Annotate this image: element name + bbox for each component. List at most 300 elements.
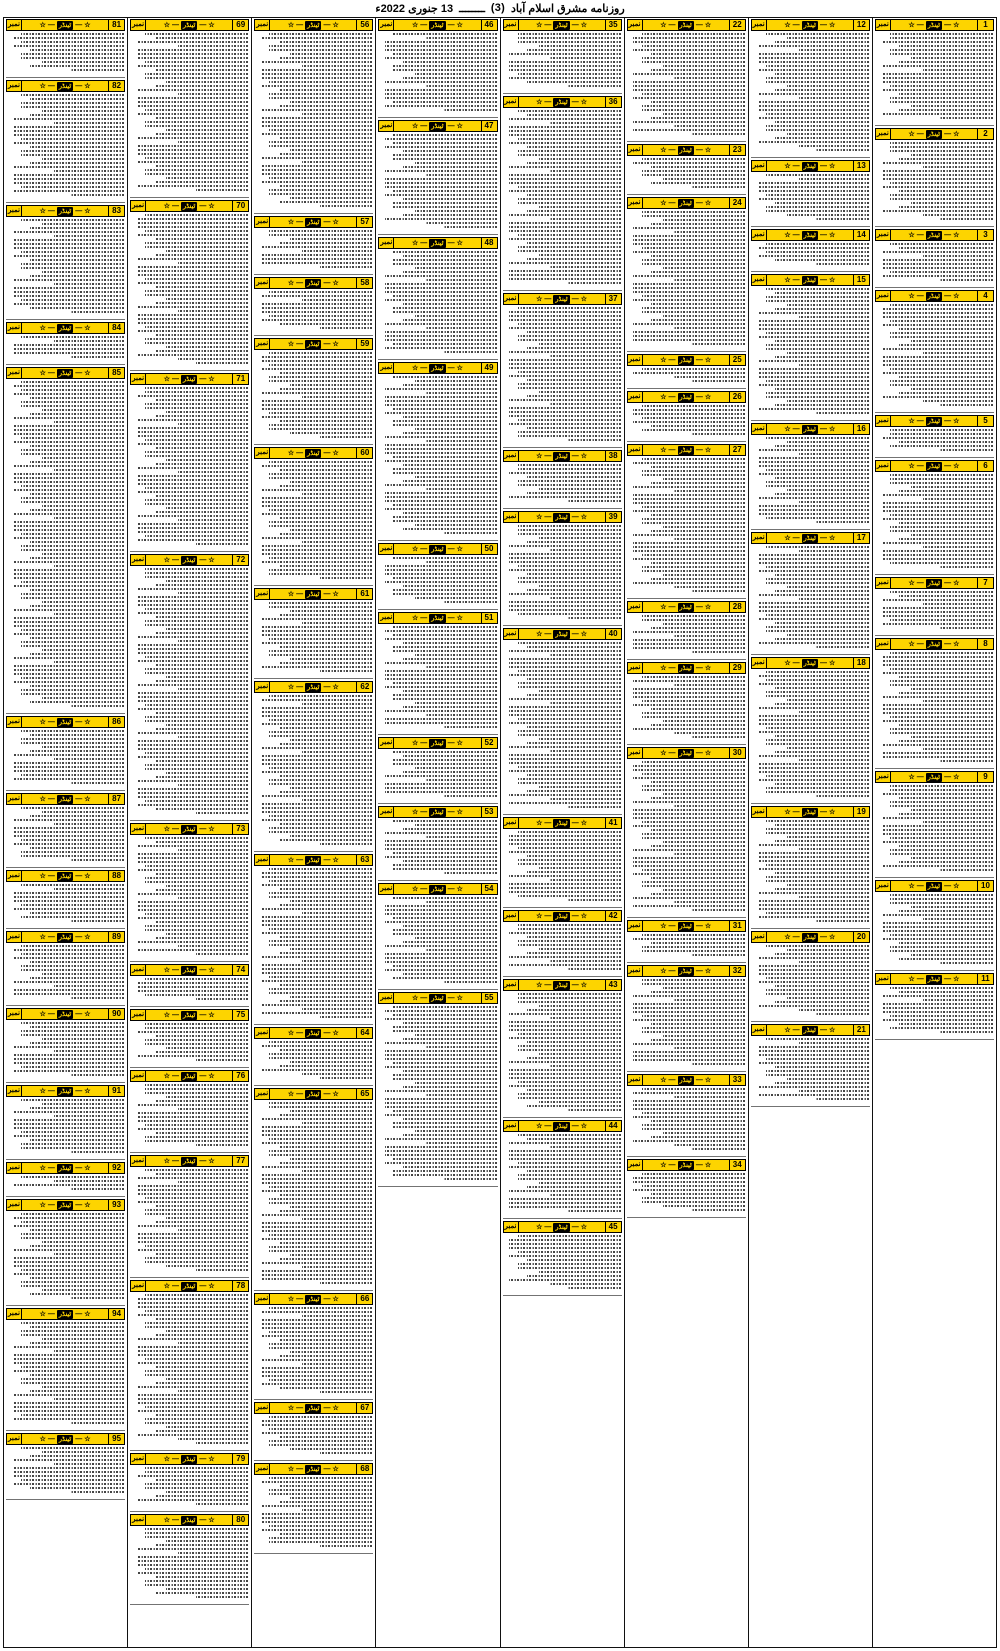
text-line <box>426 327 496 329</box>
text-line <box>799 896 869 898</box>
text-line <box>882 599 993 601</box>
ad-header[interactable] <box>503 450 622 462</box>
text-line <box>137 185 248 187</box>
text-line <box>758 767 869 769</box>
ad-header[interactable] <box>378 737 497 749</box>
ad-header[interactable] <box>378 362 497 374</box>
ad-block[interactable] <box>751 931 870 1022</box>
ad-block[interactable] <box>254 588 373 679</box>
ad-header[interactable] <box>751 657 870 669</box>
ad-block[interactable] <box>130 1070 249 1153</box>
text-line <box>509 557 620 559</box>
star-icon: ☆ <box>704 199 712 207</box>
ad-header[interactable] <box>503 293 622 305</box>
ad-block[interactable] <box>130 1514 249 1605</box>
ad-header[interactable] <box>378 992 497 1004</box>
text-line <box>633 639 744 641</box>
ad-block[interactable] <box>6 870 125 929</box>
ad-header[interactable] <box>751 931 870 943</box>
text-line <box>642 417 745 419</box>
ad-header[interactable] <box>6 931 125 943</box>
text-line <box>30 397 124 399</box>
dash-glyph: — <box>668 199 676 207</box>
text-line <box>13 835 124 837</box>
ad-block[interactable] <box>751 19 870 158</box>
ad-block[interactable] <box>130 1280 249 1451</box>
ad-title <box>643 966 729 976</box>
star-icon: ☆ <box>412 122 419 130</box>
ad-block[interactable] <box>378 883 497 990</box>
ad-number: 35 <box>605 20 621 30</box>
ad-block[interactable] <box>875 19 994 126</box>
text-line <box>166 1047 248 1049</box>
ad-block[interactable] <box>378 737 497 804</box>
ad-block[interactable] <box>503 293 622 448</box>
ad-header[interactable] <box>503 1221 622 1233</box>
ad-header[interactable] <box>6 80 125 92</box>
ad-header[interactable] <box>130 1514 249 1526</box>
ad-block[interactable] <box>6 1008 125 1083</box>
ad-block[interactable] <box>875 638 994 769</box>
ad-block[interactable] <box>378 612 497 735</box>
ad-title <box>643 355 729 365</box>
text-line <box>426 714 496 716</box>
ad-block[interactable] <box>378 992 497 1187</box>
text-line <box>385 1154 496 1156</box>
ad-header[interactable] <box>627 662 746 674</box>
ad-header[interactable] <box>6 716 125 728</box>
ad-block[interactable] <box>503 910 622 977</box>
ad-header[interactable] <box>627 1074 746 1086</box>
ad-header[interactable] <box>254 1293 373 1305</box>
text-line <box>30 1107 124 1109</box>
ad-header[interactable] <box>503 979 622 991</box>
ad-block[interactable] <box>254 447 373 586</box>
text-line <box>882 89 993 91</box>
ad-block[interactable] <box>875 880 994 971</box>
ad-block[interactable] <box>627 601 746 660</box>
text-line <box>145 391 248 393</box>
ad-block[interactable] <box>254 19 373 214</box>
text-line <box>21 453 124 455</box>
ad-header[interactable] <box>378 883 497 895</box>
text-line <box>642 712 745 714</box>
ad-block[interactable] <box>130 19 249 198</box>
ad-block[interactable] <box>627 144 746 195</box>
text-line <box>13 1467 124 1469</box>
text-line <box>178 1390 248 1392</box>
text-line <box>758 53 869 55</box>
ad-header[interactable] <box>6 1199 125 1211</box>
text-line <box>674 684 744 686</box>
ad-header[interactable] <box>6 322 125 334</box>
ad-header[interactable] <box>627 197 746 209</box>
star-icon: ☆ <box>456 739 463 747</box>
text-line <box>302 1218 372 1220</box>
ad-block[interactable] <box>6 1085 125 1160</box>
ad-header[interactable] <box>378 19 497 31</box>
text-line <box>890 728 993 730</box>
ad-block[interactable] <box>627 920 746 963</box>
ad-header[interactable] <box>378 612 497 624</box>
ad-header[interactable] <box>254 588 373 600</box>
ad-number: 1 <box>977 20 993 30</box>
ad-block[interactable] <box>627 197 746 352</box>
ad-header[interactable] <box>378 120 497 132</box>
text-line <box>518 577 621 579</box>
ad-header[interactable] <box>6 1308 125 1320</box>
ad-block[interactable] <box>254 854 373 1025</box>
ad-block[interactable] <box>6 1308 125 1431</box>
ad-header[interactable] <box>627 391 746 403</box>
ad-block[interactable] <box>6 793 125 868</box>
ad-header[interactable] <box>751 806 870 818</box>
ad-tail-label: نمبر <box>752 533 767 543</box>
ad-block[interactable] <box>503 511 622 626</box>
ad-block[interactable] <box>378 19 497 118</box>
ad-header[interactable] <box>751 532 870 544</box>
dash-glyph: — <box>695 21 703 29</box>
ad-block[interactable] <box>503 1221 622 1296</box>
text-line <box>509 1279 620 1281</box>
ad-block[interactable] <box>254 1027 373 1086</box>
text-line <box>633 680 744 682</box>
ad-number: 3 <box>977 230 993 240</box>
text-line <box>766 296 869 298</box>
ad-block[interactable] <box>503 1120 622 1219</box>
text-line <box>882 712 993 714</box>
ad-header[interactable] <box>627 444 746 456</box>
ad-header[interactable] <box>627 965 746 977</box>
dash-glyph: — <box>819 933 827 941</box>
ad-header[interactable] <box>254 1402 373 1414</box>
text-line <box>30 605 124 607</box>
text-line <box>940 117 993 119</box>
ad-block[interactable] <box>130 200 249 371</box>
ad-block[interactable] <box>6 931 125 1006</box>
text-line <box>385 400 496 402</box>
ad-title <box>767 424 853 434</box>
ad-separator <box>627 659 746 660</box>
text-line <box>290 238 372 240</box>
ad-block[interactable] <box>6 205 125 320</box>
ad-block[interactable] <box>6 80 125 203</box>
dash-glyph: — <box>916 579 924 587</box>
star-icon: ☆ <box>704 1076 712 1084</box>
ad-block[interactable] <box>751 532 870 655</box>
ad-block[interactable] <box>130 1009 249 1068</box>
star-icon: ☆ <box>828 534 836 542</box>
text-line <box>633 89 744 91</box>
ad-block[interactable] <box>6 367 125 714</box>
text-line <box>415 1130 497 1132</box>
star-icon: ☆ <box>287 218 295 226</box>
ad-block[interactable] <box>6 1199 125 1306</box>
ad-header[interactable] <box>6 205 125 217</box>
ad-header[interactable] <box>254 1463 373 1475</box>
ad-header[interactable] <box>130 964 249 976</box>
ad-block[interactable] <box>875 415 994 458</box>
ad-block[interactable] <box>503 628 622 815</box>
text-line <box>550 597 620 599</box>
text-line <box>145 1140 248 1142</box>
ad-block[interactable] <box>503 450 622 509</box>
ad-header[interactable] <box>130 1070 249 1082</box>
ad-header[interactable] <box>254 277 373 289</box>
ad-header[interactable] <box>751 160 870 172</box>
ad-header[interactable] <box>254 681 373 693</box>
ad-block[interactable] <box>378 362 497 541</box>
text-line <box>444 795 497 797</box>
ad-header[interactable] <box>627 601 746 613</box>
text-line <box>145 1043 248 1045</box>
ad-header[interactable] <box>254 216 373 228</box>
text-line <box>775 137 869 139</box>
ad-block[interactable] <box>503 979 622 1118</box>
ad-tail-label: نمبر <box>255 20 270 30</box>
ad-header[interactable] <box>503 96 622 108</box>
ad-block[interactable] <box>751 657 870 804</box>
text-line <box>13 908 124 910</box>
tender-badge: ٹینڈر <box>555 1122 568 1130</box>
text-line <box>758 1050 869 1052</box>
star-icon: ☆ <box>163 1455 171 1463</box>
ad-header[interactable] <box>875 973 994 985</box>
ad-number: 40 <box>605 629 621 639</box>
ad-header[interactable] <box>130 1453 249 1465</box>
ad-header[interactable] <box>751 19 870 31</box>
text-line <box>775 388 869 390</box>
ad-header[interactable] <box>378 806 497 818</box>
ad-header[interactable] <box>378 543 497 555</box>
ad-block[interactable] <box>875 577 994 636</box>
text-line <box>509 363 620 365</box>
ad-block[interactable] <box>875 128 994 227</box>
ad-header[interactable] <box>875 290 994 302</box>
ad-header[interactable] <box>627 920 746 932</box>
text-line <box>642 33 745 35</box>
ad-header[interactable] <box>378 237 497 249</box>
ad-header[interactable] <box>627 747 746 759</box>
ad-block[interactable] <box>6 1433 125 1500</box>
ad-block[interactable] <box>627 444 746 599</box>
ad-block[interactable] <box>627 391 746 442</box>
text-line <box>758 675 869 677</box>
ad-block[interactable] <box>130 823 249 962</box>
ad-header[interactable] <box>503 1120 622 1132</box>
ad-block[interactable] <box>627 662 746 745</box>
ad-block[interactable] <box>627 354 746 389</box>
ad-header[interactable] <box>6 870 125 882</box>
ad-header[interactable] <box>503 910 622 922</box>
ad-block[interactable] <box>254 1402 373 1461</box>
text-line <box>145 1467 248 1469</box>
ad-number: 42 <box>605 911 621 921</box>
ad-header[interactable] <box>875 880 994 892</box>
ad-block[interactable] <box>6 1162 125 1197</box>
dash-glyph: — <box>296 218 304 226</box>
text-line <box>269 193 372 195</box>
text-line <box>21 1034 124 1036</box>
ad-block[interactable] <box>130 554 249 821</box>
text-line <box>137 732 248 734</box>
ad-header[interactable] <box>6 1085 125 1097</box>
ad-header[interactable] <box>875 415 994 427</box>
text-line <box>518 682 621 684</box>
ad-header[interactable] <box>627 354 746 366</box>
ad-block[interactable] <box>503 817 622 908</box>
ad-header[interactable] <box>130 1155 249 1167</box>
star-icon: ☆ <box>828 21 836 29</box>
ad-header[interactable] <box>875 638 994 650</box>
text-line <box>261 545 372 547</box>
text-line <box>766 33 869 35</box>
text-line <box>633 335 744 337</box>
ad-header[interactable] <box>875 19 994 31</box>
ad-separator <box>751 420 870 421</box>
ad-block[interactable] <box>6 716 125 791</box>
text-line <box>279 1049 373 1051</box>
ad-block[interactable] <box>254 277 373 336</box>
ad-block[interactable] <box>503 19 622 94</box>
ad-block[interactable] <box>875 973 994 1040</box>
ad-block[interactable] <box>627 19 746 142</box>
ad-header[interactable] <box>503 817 622 829</box>
ad-header[interactable] <box>254 447 373 459</box>
text-line <box>21 1221 124 1223</box>
text-line <box>385 283 496 285</box>
text-line <box>518 686 621 688</box>
ad-header[interactable] <box>130 373 249 385</box>
ad-header[interactable] <box>627 144 746 156</box>
ad-number: 77 <box>232 1156 248 1166</box>
ad-header[interactable] <box>875 771 994 783</box>
ad-header[interactable] <box>627 1159 746 1171</box>
ad-header[interactable] <box>875 128 994 140</box>
ad-header[interactable] <box>254 1027 373 1039</box>
ad-block[interactable] <box>254 216 373 275</box>
ad-block[interactable] <box>751 229 870 272</box>
text-line <box>13 182 124 184</box>
ad-header[interactable] <box>875 460 994 472</box>
text-line <box>155 937 249 939</box>
text-line <box>13 762 124 764</box>
ad-block[interactable] <box>378 237 497 360</box>
text-line <box>385 218 496 220</box>
ad-header[interactable] <box>254 19 373 31</box>
ad-block[interactable] <box>378 806 497 881</box>
ad-header[interactable] <box>751 229 870 241</box>
ad-block[interactable] <box>130 1453 249 1512</box>
ad-block[interactable] <box>503 96 622 291</box>
text-line <box>269 767 372 769</box>
ad-header[interactable] <box>6 1433 125 1445</box>
ad-block[interactable] <box>254 1463 373 1554</box>
text-line <box>13 513 124 515</box>
ad-block[interactable] <box>130 1155 249 1278</box>
ad-block[interactable] <box>875 771 994 878</box>
ad-header[interactable] <box>875 577 994 589</box>
ad-block[interactable] <box>254 1088 373 1291</box>
ad-block[interactable] <box>254 1293 373 1400</box>
text-line <box>758 182 869 184</box>
ad-block[interactable] <box>875 460 994 575</box>
ad-block[interactable] <box>254 338 373 445</box>
star-icon: ☆ <box>784 1026 791 1034</box>
text-line <box>882 938 993 940</box>
ad-header[interactable] <box>130 1280 249 1292</box>
ad-header[interactable] <box>751 274 870 286</box>
ad-block[interactable] <box>751 806 870 929</box>
ad-header[interactable] <box>130 554 249 566</box>
ad-block[interactable] <box>751 423 870 530</box>
ad-block[interactable] <box>378 120 497 235</box>
tender-badge: ٹینڈر <box>431 614 444 622</box>
ad-block[interactable] <box>751 1024 870 1107</box>
ad-block[interactable] <box>254 681 373 852</box>
ad-block[interactable] <box>627 1074 746 1157</box>
text-line <box>13 673 124 675</box>
ad-block[interactable] <box>751 274 870 421</box>
ad-header[interactable] <box>130 1009 249 1021</box>
ad-block[interactable] <box>627 747 746 918</box>
text-line <box>279 775 373 777</box>
ad-header[interactable] <box>130 200 249 212</box>
text-line <box>290 384 372 386</box>
ad-block[interactable] <box>875 229 994 288</box>
text-line <box>385 913 496 915</box>
ad-block[interactable] <box>751 160 870 227</box>
text-line <box>775 477 869 479</box>
text-line <box>279 420 373 422</box>
ad-header[interactable] <box>503 19 622 31</box>
ad-header[interactable] <box>254 854 373 866</box>
ad-block[interactable] <box>627 965 746 1072</box>
ad-header[interactable] <box>254 1088 373 1100</box>
ad-block[interactable] <box>130 373 249 552</box>
ad-header[interactable] <box>6 367 125 379</box>
ad-header[interactable] <box>130 823 249 835</box>
star-icon: ☆ <box>84 369 91 377</box>
ad-header[interactable] <box>751 423 870 435</box>
ad-header[interactable] <box>751 1024 870 1036</box>
ad-header[interactable] <box>6 19 125 31</box>
text-line <box>196 543 249 545</box>
ad-header[interactable] <box>503 628 622 640</box>
ad-title <box>891 129 977 139</box>
ad-separator <box>130 1152 249 1153</box>
ad-header[interactable] <box>6 793 125 805</box>
ad-header[interactable] <box>6 1162 125 1174</box>
ad-block[interactable] <box>6 322 125 365</box>
ad-header[interactable] <box>503 511 622 523</box>
ad-header[interactable] <box>627 19 746 31</box>
ad-block[interactable] <box>627 1159 746 1218</box>
ad-header[interactable] <box>6 1008 125 1020</box>
ad-block[interactable] <box>378 543 497 610</box>
text-line <box>30 1245 124 1247</box>
ad-block[interactable] <box>875 290 994 413</box>
ad-header[interactable] <box>875 229 994 241</box>
ad-block[interactable] <box>6 19 125 78</box>
ad-number: 65 <box>356 1089 372 1099</box>
ad-block[interactable] <box>130 964 249 1007</box>
dash-glyph: — <box>544 912 552 920</box>
text-line <box>279 372 373 374</box>
star-icon: ☆ <box>163 966 171 974</box>
ad-header[interactable] <box>254 338 373 350</box>
ad-header[interactable] <box>130 19 249 31</box>
